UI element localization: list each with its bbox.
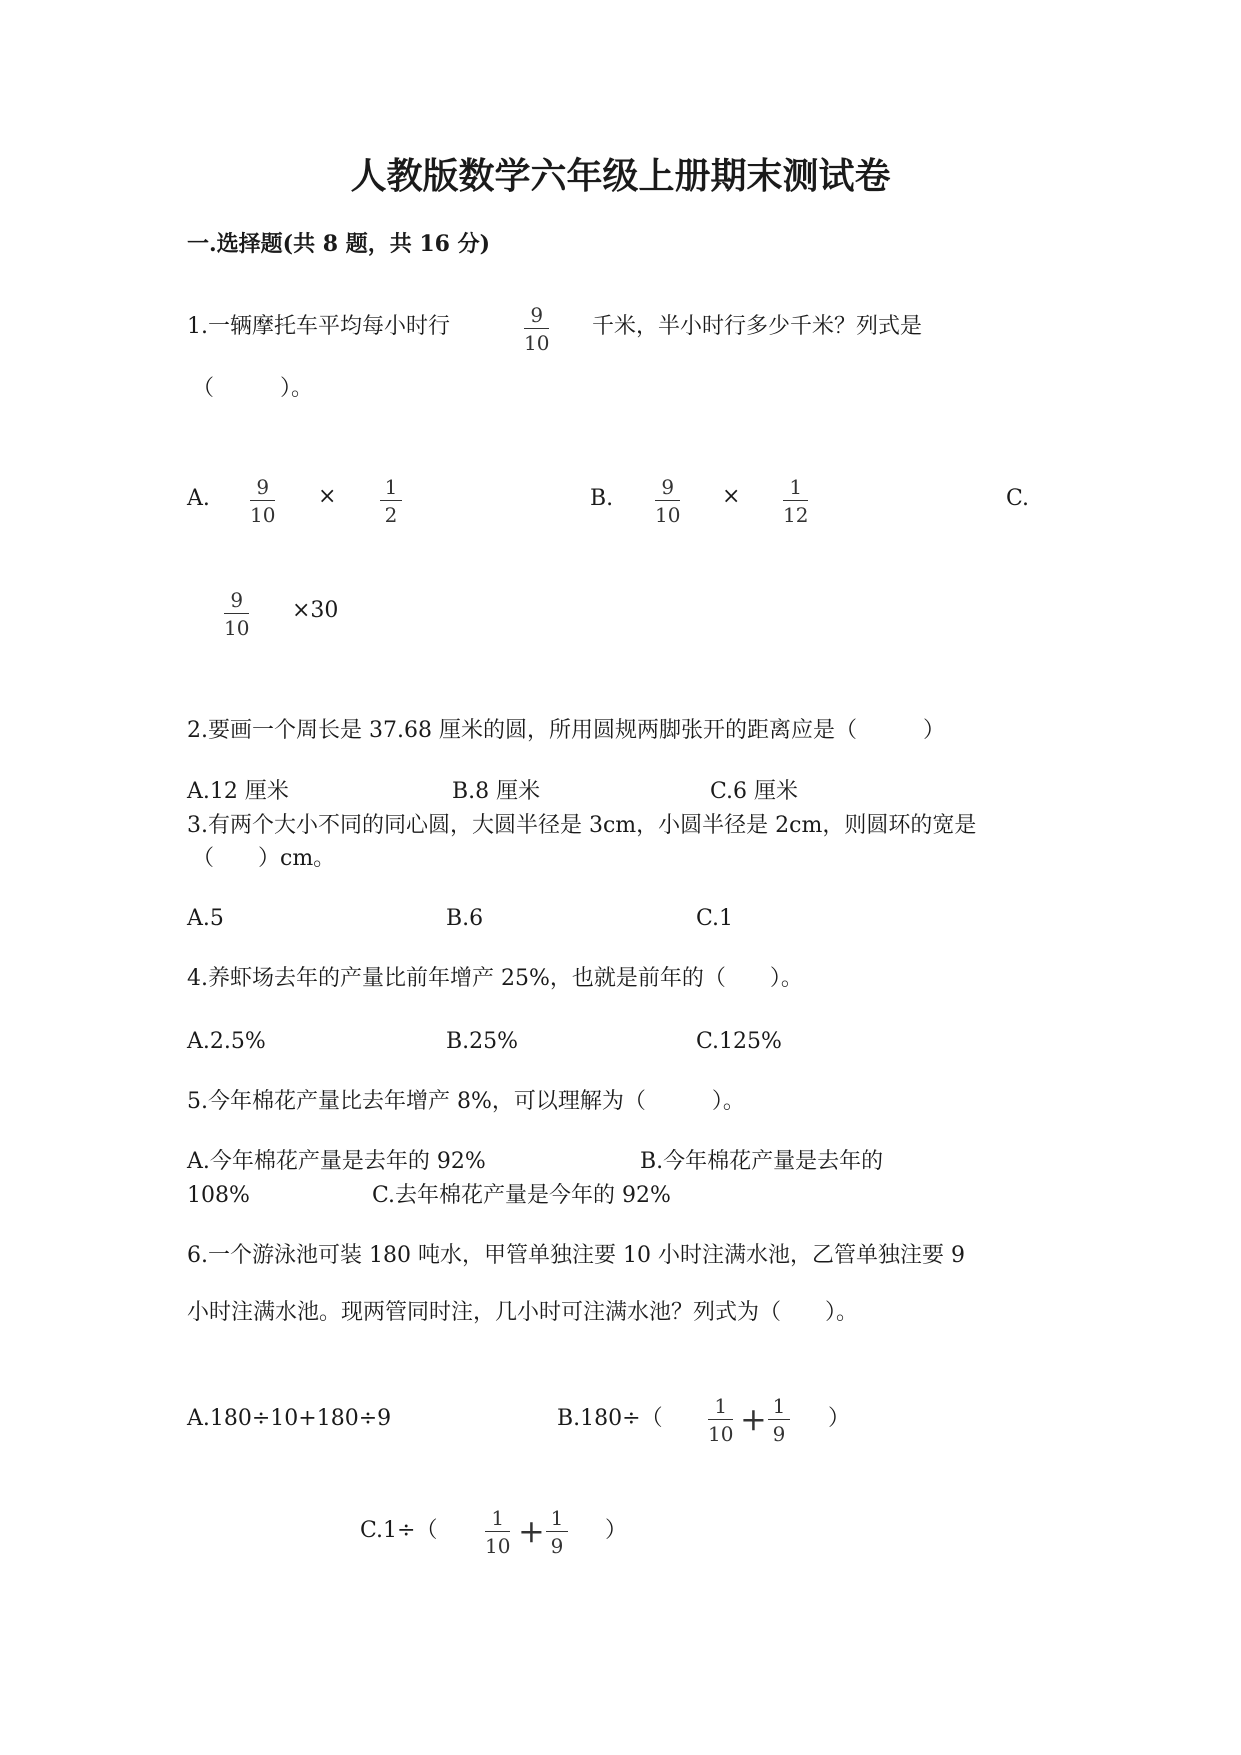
fraction-denominator: 2	[384, 503, 398, 527]
q3-option-b: B.6	[446, 906, 484, 931]
q3-stem-line-1: 3.有两个大小不同的同心圆，大圆半径是 3cm，小圆半径是 2cm，则圆环的宽是	[187, 813, 977, 838]
q1-option-a-fraction-2	[380, 477, 402, 525]
fraction-numerator: 1	[714, 1394, 728, 1418]
q2-option-a: A.12 厘米	[187, 779, 289, 804]
fraction-numerator: 9	[661, 475, 675, 499]
q4-option-c: C.125%	[696, 1029, 782, 1054]
q5-option-b-continued: 108%	[187, 1183, 250, 1208]
fraction-denominator: 10	[655, 503, 681, 527]
q6-option-b-prefix: B.180÷（	[557, 1406, 663, 1431]
fraction-denominator: 10	[524, 331, 550, 355]
q1-option-b-operator: ×	[722, 484, 741, 509]
q1-option-c-label: C.	[1006, 486, 1030, 511]
page-title: 人教版数学六年级上册期末测试卷	[350, 155, 891, 197]
q6-option-c-fraction-1	[485, 1508, 510, 1556]
fraction-numerator: 1	[491, 1506, 505, 1530]
q1-stem-fraction	[524, 305, 549, 353]
q5-option-b: B.今年棉花产量是去年的	[640, 1149, 884, 1174]
section-heading: 一.选择题(共 8 题，共 16 分)	[187, 231, 491, 257]
q6-option-a: A.180÷10+180÷9	[187, 1406, 392, 1431]
q2-option-c: C.6 厘米	[710, 779, 799, 804]
q1-option-c-fraction	[224, 590, 249, 638]
q2-option-b: B.8 厘米	[452, 779, 541, 804]
fraction-numerator: 1	[789, 475, 803, 499]
q6-option-b-fraction-2	[768, 1396, 790, 1444]
q2-stem: 2.要画一个周长是 37.68 厘米的圆，所用圆规两脚张开的距离应是（ ）	[187, 718, 945, 743]
q5-option-a: A.今年棉花产量是去年的 92%	[187, 1149, 486, 1174]
q1-option-b-label: B.	[590, 486, 614, 511]
q6-stem-line-2: 小时注满水池。现两管同时注，几小时可注满水池？列式为（ ）。	[187, 1300, 859, 1325]
q6-option-c-fraction-2	[546, 1508, 568, 1556]
fraction-denominator: 10	[708, 1422, 734, 1446]
q6-option-b-fraction-1	[708, 1396, 733, 1444]
q4-option-a: A.2.5%	[187, 1029, 266, 1054]
q6-stem-line-1: 6.一个游泳池可装 180 吨水，甲管单独注要 10 小时注满水池，乙管单独注要 9	[187, 1243, 965, 1268]
fraction-denominator: 12	[783, 503, 809, 527]
fraction-numerator: 1	[550, 1506, 564, 1530]
q6-option-b-suffix: ）	[828, 1406, 851, 1431]
fraction-numerator: 9	[256, 475, 270, 499]
fraction-numerator: 1	[772, 1394, 786, 1418]
q1-stem-suffix: 千米，半小时行多少千米？列式是	[592, 314, 923, 339]
q6-option-c-plus: +	[518, 1512, 545, 1550]
q1-answer-blank: （ ）。	[192, 376, 314, 401]
q3-option-a: A.5	[187, 906, 224, 931]
q1-stem-prefix: 1.一辆摩托车平均每小时行	[187, 314, 450, 339]
fraction-numerator: 9	[530, 303, 544, 327]
q3-stem-line-2: （ ）cm。	[192, 846, 336, 871]
fraction-denominator: 10	[485, 1534, 511, 1558]
q4-stem: 4.养虾场去年的产量比前年增产 25%，也就是前年的（ ）。	[187, 966, 803, 991]
q1-option-b-fraction-2	[783, 477, 808, 525]
q1-option-c-tail: ×30	[292, 598, 339, 623]
fraction-denominator: 10	[224, 616, 250, 640]
q6-option-c-prefix: C.1÷（	[360, 1518, 438, 1543]
q5-option-c: C.去年棉花产量是今年的 92%	[372, 1183, 671, 1208]
fraction-denominator: 10	[250, 503, 276, 527]
q1-option-a-label: A.	[187, 486, 210, 511]
fraction-denominator: 9	[550, 1534, 564, 1558]
q5-stem: 5.今年棉花产量比去年增产 8%，可以理解为（ ）。	[187, 1089, 745, 1114]
q1-option-a-fraction-1	[250, 477, 275, 525]
q1-option-b-fraction-1	[655, 477, 680, 525]
fraction-numerator: 9	[230, 588, 244, 612]
q3-option-c: C.1	[696, 906, 734, 931]
q6-option-b-plus: +	[740, 1400, 767, 1438]
fraction-denominator: 9	[772, 1422, 786, 1446]
q4-option-b: B.25%	[446, 1029, 519, 1054]
q6-option-c-suffix: ）	[605, 1518, 628, 1543]
q1-option-a-operator: ×	[318, 484, 337, 509]
fraction-numerator: 1	[384, 475, 398, 499]
